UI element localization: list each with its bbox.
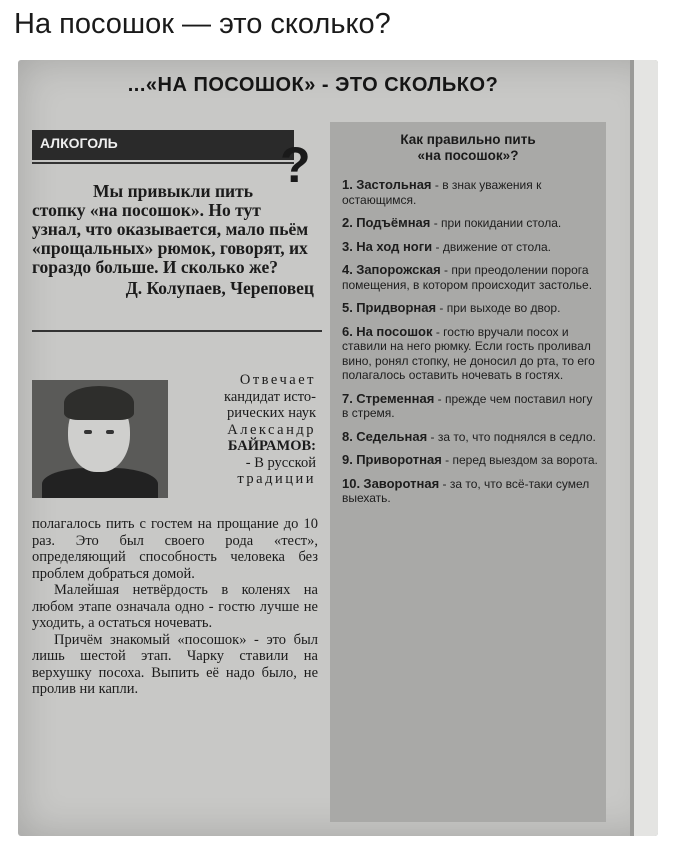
answer-intro-line: - В русской xyxy=(245,454,316,471)
article-headline: ...«НА ПОСОШОК» - ЭТО СКОЛЬКО? xyxy=(127,74,499,96)
answer-intro-line: традиции xyxy=(237,471,316,487)
answer-intro-line: кандидат исто- xyxy=(224,388,316,405)
rubric-label: АЛКОГОЛЬ xyxy=(32,130,294,160)
page-fold-line xyxy=(630,60,634,836)
body-paragraph: полагалось пить с гостем на прощание до 10 раз. Это был своего рода «тест», определяющий способность человека без проблем добраться домой. xyxy=(32,516,318,582)
body-paragraph: Причём знакомый «посошок» - это был лишь шестой этап. Чарку ставили на верхушку посоха. Выпить её надо было, не пролив ни капли. xyxy=(32,631,318,697)
body-paragraph: Малейшая нетвёрдость в коленях на любом этапе означала одно - гостю лучше не уходить, а остаться ночевать. xyxy=(32,582,318,631)
sidebar-list xyxy=(342,178,600,515)
sidebar-box xyxy=(330,122,606,822)
list-item: 3. На ход ноги - движение от стола. xyxy=(342,238,551,254)
question-text: стопку «на посошок». Но тут узнал, что оказывается, мало пьём «прощальных» рюмок, говорят, их гораздо больше. И сколько же? xyxy=(32,200,309,277)
signature-divider xyxy=(32,330,322,332)
answer-intro-line: рических наук xyxy=(227,405,316,421)
list-item: 8. Седельная - за то, что поднялся в седло. xyxy=(342,428,596,444)
page-edge xyxy=(630,60,658,836)
expert-photo xyxy=(32,380,168,498)
answer-intro-line: Отвечает xyxy=(239,372,316,388)
expert-last-name: БАЙРАМОВ: xyxy=(227,438,316,454)
list-item: 4. Запорожская - при преодолении порога помещения, в котором происходит застолье. xyxy=(342,262,593,292)
sidebar-title: Как правильно пить «на посошок»? xyxy=(400,132,536,163)
list-item: 6. На посошок - гостю вручали посох и ставили на него рюмку. Если гость проливал вино, ронял стопку, не доносил до рта, то его полагалось оставить ночевать в гостях. xyxy=(342,323,595,382)
answer-intro xyxy=(174,372,316,488)
post-title: На посошок — это сколько? xyxy=(14,8,391,40)
question-signature: Д. Колупаев, Череповец xyxy=(125,278,314,298)
question-first-line: Мы привыкли пить xyxy=(93,181,253,201)
list-item: 10. Заворотная - за то, что всё-таки сумел выехать. xyxy=(342,475,590,505)
rubric-underline xyxy=(32,162,294,164)
reader-question xyxy=(32,182,314,298)
newspaper-clipping xyxy=(18,60,658,836)
question-mark-icon: ? xyxy=(280,137,311,193)
expert-first-name: Александр xyxy=(227,421,316,438)
answer-body xyxy=(32,516,318,698)
list-item: 2. Подъёмная - при покидании стола. xyxy=(342,215,562,230)
list-item: 7. Стременная - прежде чем поставил ногу в стремя. xyxy=(342,390,593,420)
list-item: 1. Застольная - в знак уважения к остающимся. xyxy=(342,177,542,207)
list-item: 5. Придворная - при выходе во двор. xyxy=(342,300,561,315)
list-item: 9. Приворотная - перед выездом за ворота. xyxy=(342,452,598,467)
